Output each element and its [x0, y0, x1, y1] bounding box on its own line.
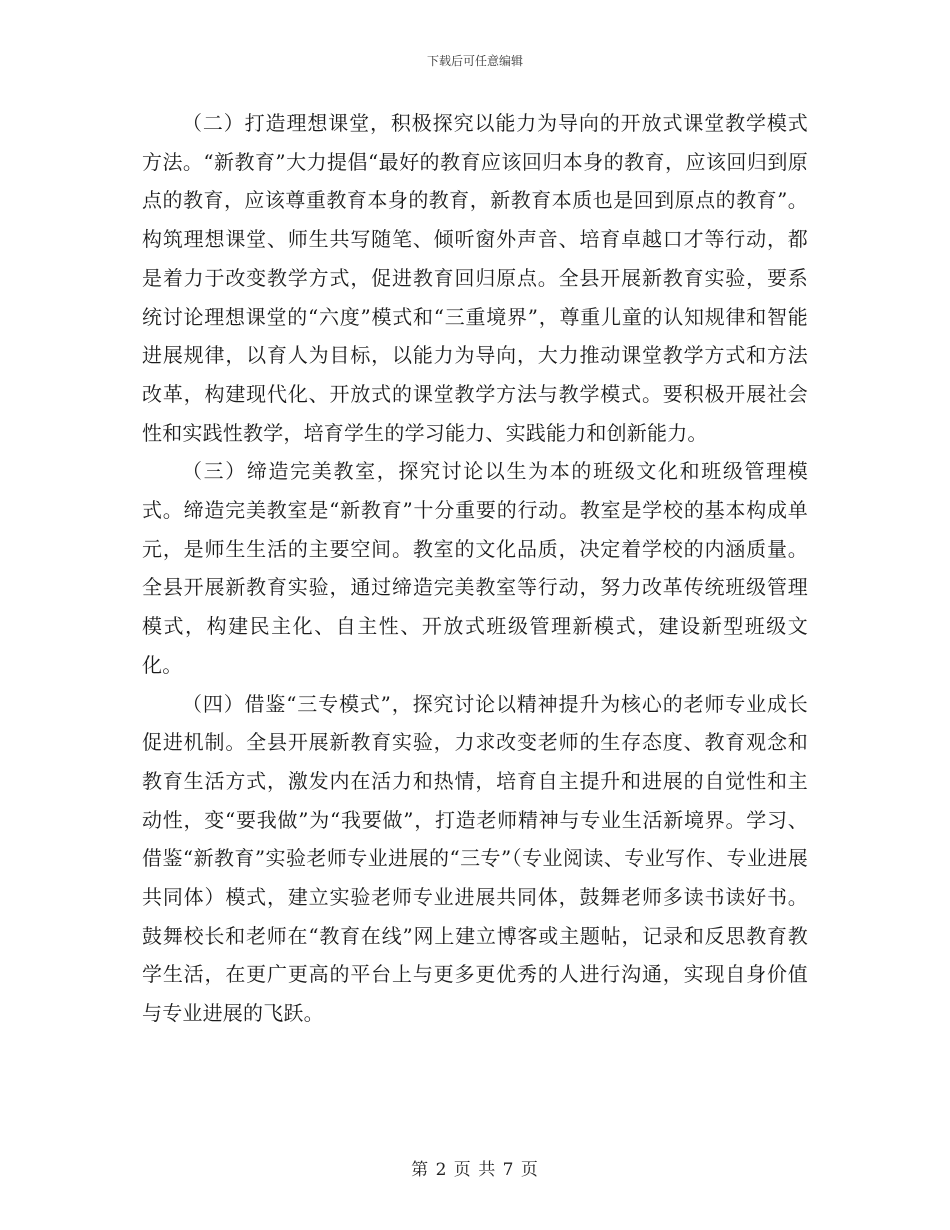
paragraph-ideal-classroom: （二）打造理想课堂，积极探究以能力为导向的开放式课堂教学模式方法。“新教育”大力提倡“最好的教育应该回归本身的教育，应该回归到原点的教育，应该尊重教育本身的教育，新教育本质也是回到原点的教育”。构筑理想课堂、师生共写随笔、倾听窗外声音、培育卓越口才等行动，都是着力于改变教学方式，促进教育回归原点。全县开展新教育实验，要系统讨论理想课堂的“六度”模式和“三重境界”，尊重儿童的认知规律和智能进展规律，以育人为目标，以能力为导向，大力推动课堂教学方式和方法改革，构建现代化、开放式的课堂教学方法与教学模式。要积极开展社会性和实践性教学，培育学生的学习能力、实践能力和创新能力。	[142, 111, 808, 445]
page-header: 下载后可任意编辑	[426, 54, 523, 68]
document-body	[142, 104, 808, 1033]
page-number: 第 2 页 共 7 页	[411, 1160, 539, 1180]
paragraph-perfect-classroom: （三）缔造完美教室，探究讨论以生为本的班级文化和班级管理模式。缔造完美教室是“新教育”十分重要的行动。教室是学校的基本构成单元，是师生生活的主要空间。教室的文化品质，决定着学校的内涵质量。全县开展新教育实验，通过缔造完美教室等行动，努力改革传统班级管理模式，构建民主化、自主性、开放式班级管理新模式，建设新型班级文化。	[142, 459, 808, 677]
paragraph-three-specialties: （四）借鉴“三专模式”，探究讨论以精神提升为核心的老师专业成长促进机制。全县开展新教育实验，力求改变老师的生存态度、教育观念和教育生活方式，激发内在活力和热情，培育自主提升和进展的自觉性和主动性，变“要我做”为“我要做”，打造老师精神与专业生活新境界。学习、借鉴“新教育”实验老师专业进展的“三专”（专业阅读、专业写作、专业进展共同体）模式，建立实验老师专业进展共同体，鼓舞老师多读书读好书。鼓舞校长和老师在“教育在线”网上建立博客或主题帖，记录和反思教育教学生活，在更广更高的平台上与更多更优秀的人进行沟通，实现自身价值与专业进展的飞跃。	[142, 691, 808, 1026]
